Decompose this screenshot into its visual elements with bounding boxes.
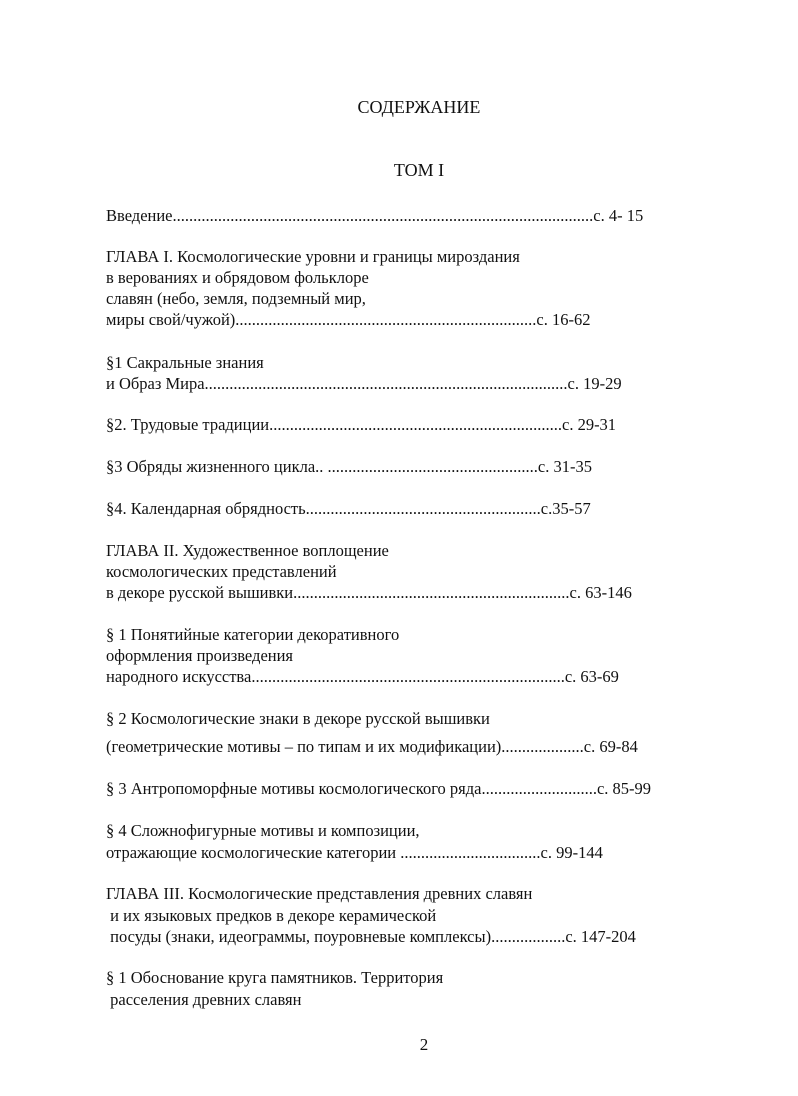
toc-line-ch1-3: славян (небо, земля, подземный мир, (106, 289, 366, 308)
page-number: 2 (419, 1035, 429, 1054)
toc-line-ch1-2: в верованиях и обрядовом фольклоре (106, 268, 369, 287)
toc-line-ch2-s2-1: § 2 Космологические знаки в декоре русской вышивки (106, 709, 490, 728)
toc-line-ch2-1: ГЛАВА II. Художественное воплощение (106, 541, 389, 560)
toc-line-ch1-1: ГЛАВА I. Космологические уровни и границы мироздания (106, 247, 520, 266)
toc-line-ch2-s3: § 3 Антропоморфные мотивы космологического ряда............................с. 85-99 (106, 779, 652, 798)
toc-line-ch2-s1-1: § 1 Понятийные категории декоративного (106, 625, 400, 644)
toc-line-ch2-s4-1: § 4 Сложнофигурные мотивы и композиции, (106, 821, 420, 840)
toc-line-ch1-s3: §3 Обряды жизненного цикла.. ...................................................с. 31-35 (106, 457, 592, 476)
toc-line-ch2-s1-2: оформления произведения (106, 646, 294, 665)
toc-line-ch3-3: посуды (знаки, идеограммы, поуровневые комплексы)..................с. 147-204 (106, 927, 636, 946)
toc-line-ch3-s1-2: расселения древних славян (106, 990, 302, 1009)
toc-line-ch2-2: космологических представлений (106, 562, 337, 581)
toc-line-ch1-s2: §2. Трудовые традиции.......................................................................с. 29-31 (106, 415, 617, 434)
toc-line-ch1-s4: §4. Календарная обрядность.........................................................с.35-57 (106, 499, 591, 518)
toc-line-ch2-3: в декоре русской вышивки...................................................................с. 63-146 (106, 583, 632, 602)
toc-line-ch3-1: ГЛАВА III. Космологические представления древних славян (106, 884, 533, 903)
toc-line-ch3-2: и их языковых предков в декоре керамической (106, 906, 437, 925)
toc-line-ch1-4: миры свой/чужой).........................................................................с. 16-62 (106, 310, 591, 329)
toc-line-ch2-s4-2: отражающие космологические категории ..................................с. 99-144 (106, 843, 603, 862)
toc-line-intro: Введение......................................................................................................с. 4- 15 (106, 206, 644, 225)
page-title: СОДЕРЖАНИЕ (357, 97, 481, 117)
toc-line-ch2-s1-3: народного искусства............................................................................с. 63-69 (106, 667, 619, 686)
toc-line-ch3-s1-1: § 1 Обоснование круга памятников. Территория (106, 968, 444, 987)
toc-line-ch1-s1-1: §1 Сакральные знания (106, 353, 264, 372)
toc-line-ch1-s1-2: и Образ Мира........................................................................................с. 19-29 (106, 374, 622, 393)
toc-line-ch2-s2-2: (геометрические мотивы – по типам и их модификации)....................с. 69-84 (106, 737, 638, 756)
volume-heading: ТОМ I (393, 160, 445, 180)
